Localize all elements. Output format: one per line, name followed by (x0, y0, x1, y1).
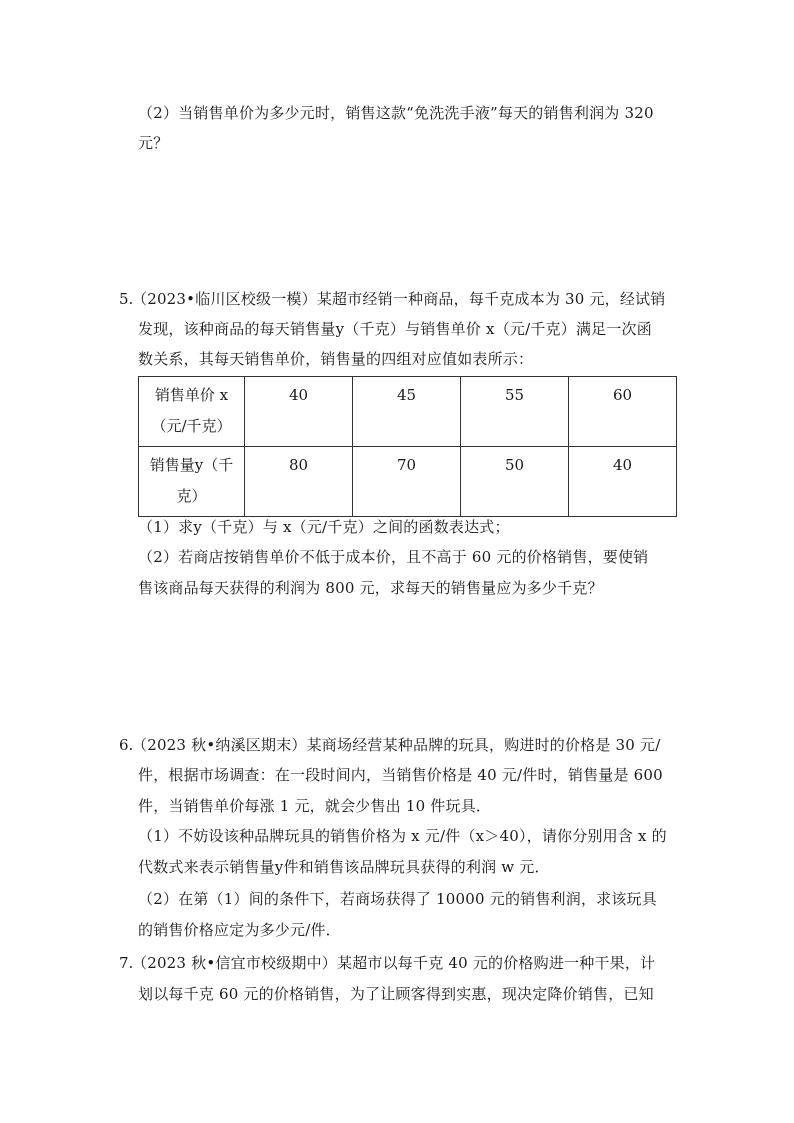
q7-line2: 划以每千克 60 元的价格销售，为了让顾客得到实惠，现决定降价销售，已知 (138, 985, 654, 1003)
price-header-cell (139, 377, 245, 447)
price-header-line2: （元/千克） (151, 417, 232, 435)
q6-part2-line2: 的销售价格应定为多少元/件． (138, 921, 341, 939)
q7-line1: （2023 秋•信宜市校级期中）某超市以每千克 40 元的价格购进一种干果，计 (132, 954, 656, 972)
volume-value-cell: 50 (461, 447, 569, 517)
q7-number: 7. (119, 954, 134, 972)
volume-header-cell (139, 447, 245, 517)
q4-part2-line2: 元？ (138, 134, 169, 152)
q5-line3: 数关系，其每天销售单价，销售量的四组对应值如表所示： (138, 350, 534, 368)
price-value-cell: 55 (461, 377, 569, 447)
volume-header-line1: 销售量y（千 (149, 456, 234, 474)
q6-part1-line2: 代数式来表示销售量y件和销售该品牌玩具获得的利润 w 元． (138, 858, 550, 876)
q5-line2: 发现，该种商品的每天销售量y（千克）与销售单价 x（元/千克）满足一次函 (138, 320, 652, 338)
price-value-cell: 40 (245, 377, 353, 447)
volume-value-cell: 70 (353, 447, 461, 517)
q6-line1: （2023 秋•纳溪区期末）某商场经营某种品牌的玩具，购进时的价格是 30 元/ (132, 736, 661, 754)
price-header-line1: 销售单价 x (154, 386, 229, 404)
q4-part2-line1: （2）当销售单价为多少元时，销售这款“免洗洗手液”每天的销售利润为 320 (138, 104, 654, 122)
q5-part1: （1）求y（千克）与 x（元/千克）之间的函数表达式； (138, 518, 510, 536)
q5-number: 5. (119, 290, 134, 308)
q5-part2-line2: 售该商品每天获得的利润为 800 元，求每天的销售量应为多少千克？ (138, 579, 603, 597)
q5-part2-line1: （2）若商店按销售单价不低于成本价，且不高于 60 元的价格销售，要使销 (138, 548, 649, 566)
volume-header-line2: 克） (176, 487, 207, 505)
q6-line2: 件，根据市场调查：在一段时间内，当销售价格是 40 元/件时，销售量是 600 (138, 766, 663, 784)
q6-line3: 件，当销售单价每涨 1 元，就会少售出 10 件玩具． (138, 797, 492, 815)
volume-value-cell: 80 (245, 447, 353, 517)
table-row (139, 377, 677, 447)
q5-value-table (138, 376, 677, 517)
table-row (139, 447, 677, 517)
price-value-cell: 45 (353, 377, 461, 447)
q6-number: 6. (119, 736, 134, 754)
q6-part1-line1: （1）不妨设该种品牌玩具的销售价格为 x 元/件（x＞40），请你分别用含 x 的 (138, 827, 667, 845)
price-value-cell: 60 (569, 377, 677, 447)
q6-part2-line1: （2）在第（1）间的条件下，若商场获得了 10000 元的销售利润，求该玩具 (138, 890, 657, 908)
q5-line1: （2023•临川区校级一模）某超市经销一种商品，每千克成本为 30 元，经试销 (132, 290, 666, 308)
volume-value-cell: 40 (569, 447, 677, 517)
